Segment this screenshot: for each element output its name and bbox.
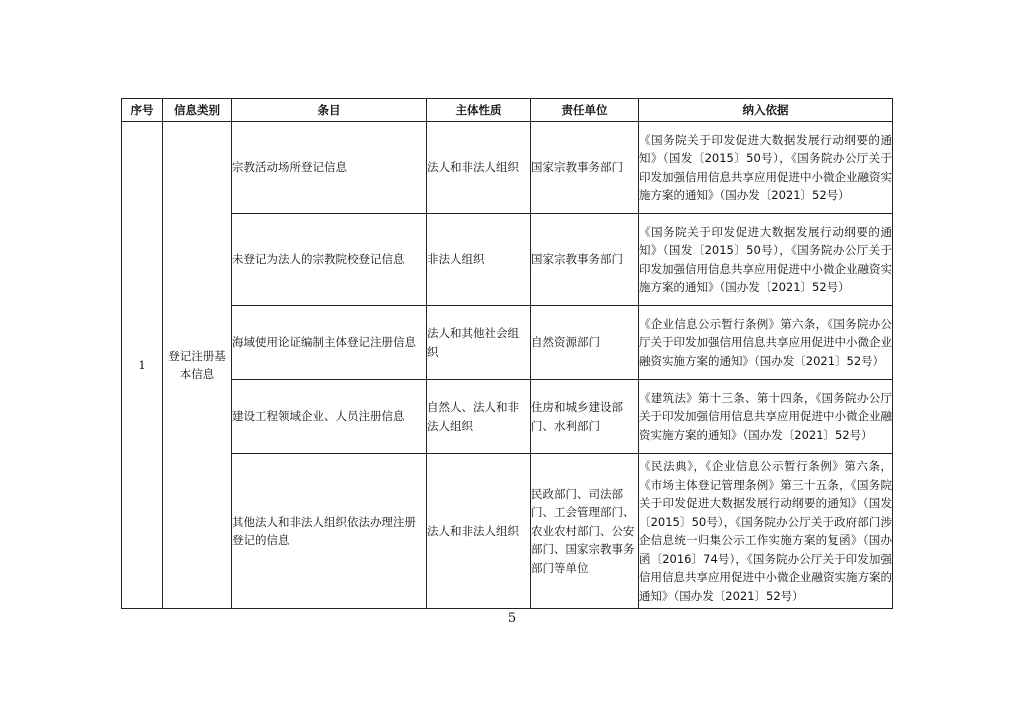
item-cell: 宗教活动场所登记信息: [232, 122, 427, 214]
nature-cell: 非法人组织: [427, 214, 531, 306]
header-unit: 责任单位: [531, 99, 639, 122]
nature-cell: 法人和其他社会组织: [427, 306, 531, 380]
unit-cell: 国家宗教事务部门: [531, 122, 639, 214]
table-header-row: [122, 99, 893, 122]
header-item: 条目: [232, 99, 427, 122]
basis-cell: 《建筑法》第十三条、第十四条，《国务院办公厅关于印发加强信用信息共享应用促进中小微企业融资实施方案的通知》（国办发〔2021〕52号）: [639, 380, 893, 454]
unit-cell: 民政部门、司法部门、工会管理部门、农业农村部门、公安部门、国家宗教事务部门等单位: [531, 454, 639, 609]
page-number: 5: [507, 611, 517, 626]
table-row: [122, 454, 893, 609]
header-category: 信息类别: [163, 99, 232, 122]
unit-cell: 国家宗教事务部门: [531, 214, 639, 306]
table-row: [122, 122, 893, 214]
header-nature: 主体性质: [427, 99, 531, 122]
nature-cell: 法人和非法人组织: [427, 454, 531, 609]
credit-info-table: [121, 98, 893, 609]
item-cell: 海域使用论证编制主体登记注册信息: [232, 306, 427, 380]
unit-cell: 自然资源部门: [531, 306, 639, 380]
table-row: [122, 214, 893, 306]
unit-cell: 住房和城乡建设部门、水利部门: [531, 380, 639, 454]
table-row: [122, 306, 893, 380]
nature-cell: 法人和非法人组织: [427, 122, 531, 214]
basis-cell: 《企业信息公示暂行条例》第六条，《国务院办公厅关于印发加强信用信息共享应用促进中小微企业融资实施方案的通知》（国办发〔2021〕52号）: [639, 306, 893, 380]
nature-cell: 自然人、法人和非法人组织: [427, 380, 531, 454]
item-cell: 建设工程领域企业、人员注册信息: [232, 380, 427, 454]
basis-cell: 《民法典》，《企业信息公示暂行条例》第六条，《市场主体登记管理条例》第三十五条，《国务院关于印发促进大数据发展行动纲要的通知》（国发〔2015〕50号），《国务院办公厅关于政府部门涉企信息统一归集公示工作实施方案的复函》（国办函〔2016〕74号），《国务院办公厅关于印发加强信用信息共享应用促进中小微企业融资实施方案的通知》（国办发〔2021〕52号）: [639, 454, 893, 609]
group-seq-cell: 1: [122, 122, 163, 609]
basis-cell: 《国务院关于印发促进大数据发展行动纲要的通知》（国发〔2015〕50号），《国务院办公厅关于印发加强信用信息共享应用促进中小微企业融资实施方案的通知》（国办发〔2021〕52号）: [639, 214, 893, 306]
item-cell: 其他法人和非法人组织依法办理注册登记的信息: [232, 454, 427, 609]
basis-cell: 《国务院关于印发促进大数据发展行动纲要的通知》（国发〔2015〕50号），《国务院办公厅关于印发加强信用信息共享应用促进中小微企业融资实施方案的通知》（国办发〔2021〕52号）: [639, 122, 893, 214]
table-row: [122, 380, 893, 454]
header-seq: 序号: [122, 99, 163, 122]
group-category-cell: 登记注册基本信息: [163, 122, 232, 609]
item-cell: 未登记为法人的宗教院校登记信息: [232, 214, 427, 306]
header-basis: 纳入依据: [639, 99, 893, 122]
